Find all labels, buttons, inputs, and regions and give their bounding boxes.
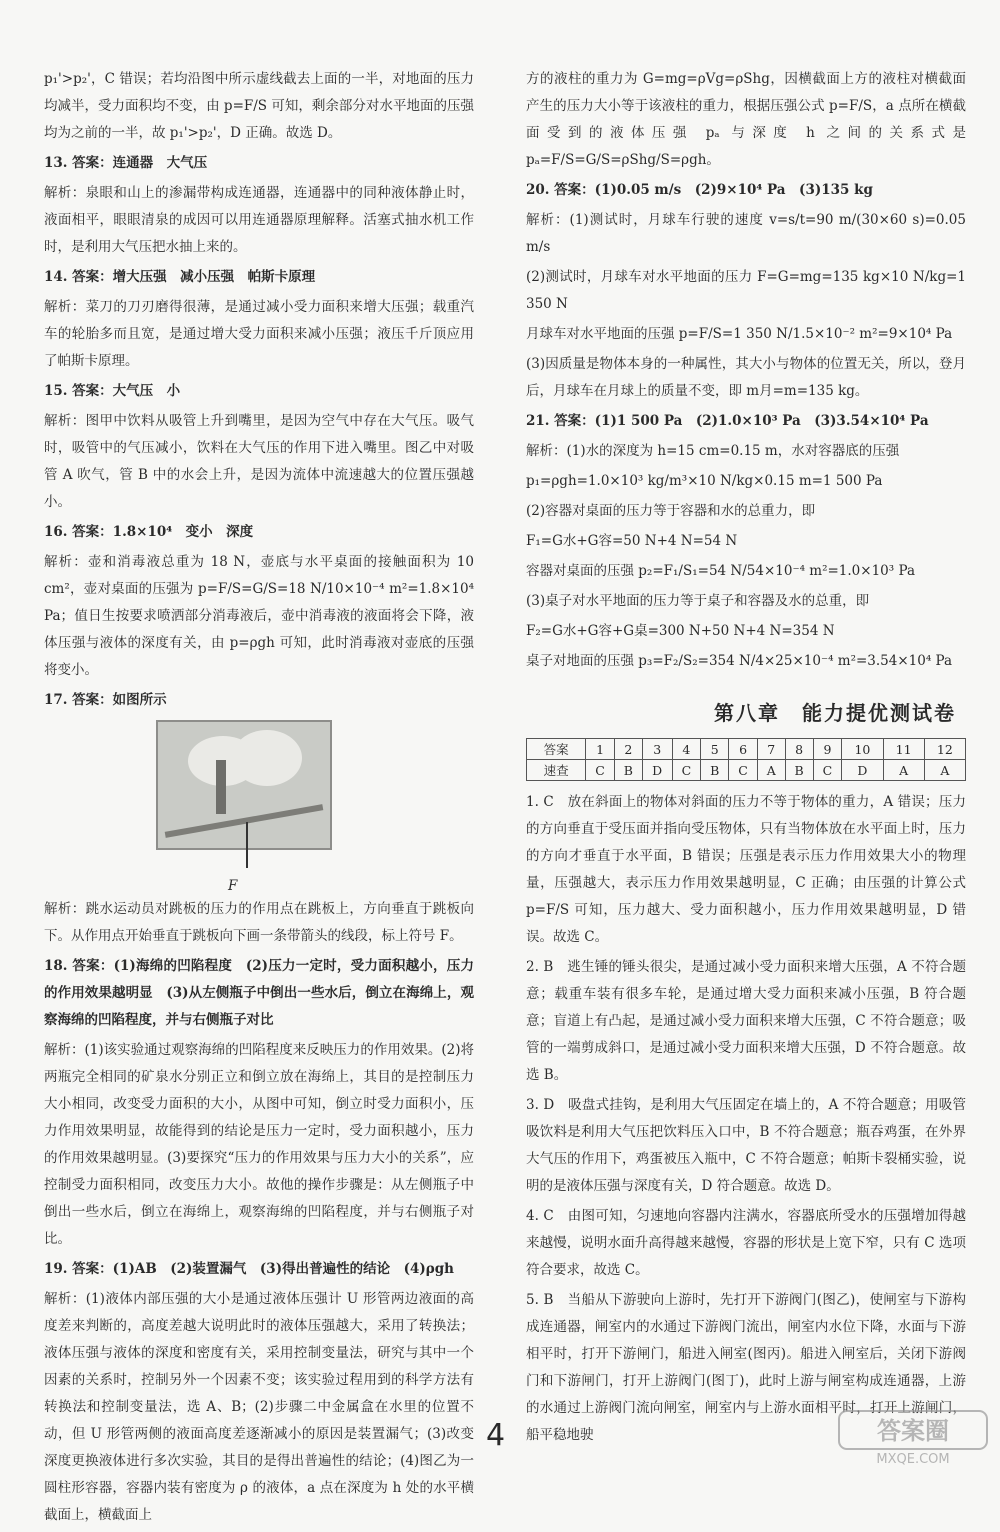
page-number: 4 [486,1418,506,1453]
analysis-21-4: F₁=G水+G容=50 N+4 N=54 N [526,533,738,549]
key-number: 3 [642,739,672,760]
key-number: 7 [757,739,785,760]
key-answer: B [701,760,729,781]
analysis-21-6: (3)桌子对水平地面的压力等于桌子和容器及水的总重，即 [526,593,870,609]
right-column [526,66,966,1452]
force-label: F [228,878,238,894]
analysis-15: 解析：图甲中饮料从吸管上升到嘴里，是因为空气中存在大气压。吸气时，吸管中的气压减小，饮料在大气压的作用下进入嘴里。图乙中对吸管 A 吹气，管 B 中的水会上升，是因为流体中流速越大的位置压强越小。 [44,413,474,510]
key-number: 9 [813,739,842,760]
answer-13: 13. 答案：连通器 大气压 [44,155,208,171]
solution-5: 5. B 当船从下游驶向上游时，先打开下游阀门(图乙)，使闸室与下游构成连通器，闸室内的水通过下游阀门流出，闸室内水位下降，水面与下游相平时，打开下游闸门，船进入闸室(图丙)。船进入闸室后，关闭下游阀门和下游闸门，打开上游阀门(图丁)，此时上游与闸室构成连通器，上游的水通过上游阀门流向闸室，闸室内与上游水面相平时，打开上游闸门，船平稳地驶 [526,1292,966,1443]
watermark-logo [838,1410,988,1466]
answer-key-answers-row [527,760,966,781]
analysis-13: 解析：泉眼和山上的渗漏带构成连通器，连通器中的同种液体静止时，液面相平，眼眼清泉的成因可以用连通器原理解释。活塞式抽水机工作时，是利用大气压把水抽上来的。 [44,185,474,255]
key-number: 11 [883,739,924,760]
key-answer: C [672,760,701,781]
analysis-21-2: p₁=ρgh=1.0×10³ kg/m³×10 N/kg×0.15 m=1 500 Pa [526,473,883,489]
key-answer: D [642,760,672,781]
analysis-18: 解析：(1)该实验通过观察海绵的凹陷程度来反映压力的作用效果。(2)将两瓶完全相同的矿泉水分别正立和倒立放在海绵上，其目的是控制压力大小相同，改变受力面积的大小，从图中可知，倒立时受力面积小，压力作用效果明显，故能得到的结论是压力一定时，受力面积越小，压力的作用效果越明显。(3)要探究“压力的作用效果与压力大小的关系”，应控制受力面积相同，改变压力大小。故他的操作步骤是：从左侧瓶子中倒出一些水后，倒立在海绵上，观察海绵的凹陷程度，并与右侧瓶子对比。 [44,1042,474,1247]
key-number: 8 [785,739,813,760]
key-answer: B [785,760,813,781]
key-answer: C [586,760,615,781]
key-number: 12 [924,739,965,760]
key-answer: A [757,760,785,781]
solution-1: 1. C 放在斜面上的物体对斜面的压力不等于物体的重力，A 错误；压力的方向垂直于受压面并指向受压物体，只有当物体放在水平面上时，压力的方向才垂直于水平面，B 错误；压强是表示压力作用效果大小的物理量，压强越大，表示压力作用效果越明显，C 正确；由压强的计算公式 p=F/S 可知，压力越大、受力面积越小，压力作用效果越明显，D 错误。故选 C。 [526,794,966,945]
key-number: 4 [672,739,701,760]
analysis-17: 解析：跳水运动员对跳板的压力的作用点在跳板上，方向垂直于跳板向下。从作用点开始垂直于跳板向下画一条带箭头的线段，标上符号 F。 [44,901,474,944]
key-answer: C [813,760,842,781]
analysis-14: 解析：菜刀的刀刃磨得很薄，是通过减小受力面积来增大压强；载重汽车的轮胎多而且宽，是通过增大受力面积来减小压强；液压千斤顶应用了帕斯卡原理。 [44,299,474,369]
answer-15: 15. 答案：大气压 小 [44,383,181,399]
analysis-21-1: 解析：(1)水的深度为 h=15 cm=0.15 m，水对容器底的压强 [526,443,900,459]
analysis-20-4: (3)因质量是物体本身的一种属性，其大小与物体的位置无关，所以，登月后，月球车在月球上的质量不变，即 m月=m=135 kg。 [526,356,966,399]
solution-3: 3. D 吸盘式挂钩，是利用大气压固定在墙上的，A 不符合题意；用吸管吸饮料是利用大气压把饮料压入口中，B 不符合题意；瓶吞鸡蛋，在外界大气压的作用下，鸡蛋被压入瓶中，C 不符合题意；帕斯卡裂桶实验，说明的是液体压强与深度有关，D 符合题意。故选 D。 [526,1097,966,1194]
solution-4: 4. C 由图可知，匀速地向容器内注满水，容器底所受水的压强增加得越来越慢，说明水面升高得越来越慢，容器的形状是上宽下窄，只有 C 选项符合要求，故选 C。 [526,1208,966,1278]
analysis-21-7: F₂=G水+G容+G桌=300 N+50 N+4 N=354 N [526,623,835,639]
answer-key-numbers-row [527,739,966,760]
key-answer: A [924,760,965,781]
key-number: 1 [586,739,615,760]
answer-key-label: 速查 [527,760,586,781]
watermark-url: MXQE.COM [876,1452,950,1466]
analysis-21-5: 容器对桌面的压强 p₂=F₁/S₁=54 N/54×10⁻⁴ m²=1.0×10³ Pa [526,563,915,579]
key-number: 6 [729,739,758,760]
answer-key-label: 答案 [527,739,586,760]
key-number: 10 [842,739,883,760]
key-answer: C [729,760,758,781]
key-answer: D [842,760,883,781]
left-column [44,66,474,1532]
answer-20: 20. 答案：(1)0.05 m/s (2)9×10⁴ Pa (3)135 kg [526,182,873,198]
diving-board-figure [156,720,332,850]
key-number: 5 [701,739,729,760]
answer-19: 19. 答案：(1)AB (2)装置漏气 (3)得出普遍性的结论 (4)ρgh [44,1261,454,1277]
answer-18: 18. 答案：(1)海绵的凹陷程度 (2)压力一定时，受力面积越小，压力的作用效果越明显 (3)从左侧瓶子中倒出一些水后，倒立在海绵上，观察海绵的凹陷程度，并与右侧瓶子对比 [44,958,474,1028]
answer-key-table [526,738,966,781]
answer-14: 14. 答案：增大压强 减小压强 帕斯卡原理 [44,269,316,285]
answer-21: 21. 答案：(1)1 500 Pa (2)1.0×10³ Pa (3)3.54×10⁴ Pa [526,413,929,429]
analysis-19: 解析：(1)液体内部压强的大小是通过液体压强计 U 形管两边液面的高度差来判断的，高度差越大说明此时的液体压强越大，采用了转换法；液体压强与液体的深度和密度有关，采用控制变量法，研究与其中一个因素的关系时，控制另外一个因素不变；该实验过程用到的科学方法有转换法和控制变量法，选 A、B；(2)步骤二中金属盒在水里的位置不动，但 U 形管两侧的液面高度差逐渐减小的原因是装置漏气；(3)改变深度更换液体进行多次实验，其目的是得出普遍性的结论；(4)图乙为一圆柱形容器，容器内装有密度为 ρ 的液体，a 点在深度为 h 处的水平横截面上，横截面上 [44,1291,474,1523]
cloud-shape [232,730,302,786]
paragraph: p₁'>p₂'，C 错误；若均沿图中所示虚线截去上面的一半，对地面的压力均减半，受力面积均不变，由 p=F/S 可知，剩余部分对水平地面的压强均为之前的一半，故 p₁'>p₂'，D 正确。故选 D。 [44,71,474,141]
diver-figure [216,760,226,814]
key-number: 2 [614,739,642,760]
key-answer: A [883,760,924,781]
chapter-title: 第八章 能力提优测试卷 [714,701,956,725]
analysis-21-3: (2)容器对桌面的压力等于容器和水的总重力，即 [526,503,816,519]
answer-16: 16. 答案：1.8×10⁴ 变小 深度 [44,524,254,540]
watermark-text: 答案圈 [877,1417,949,1445]
analysis-16: 解析：壶和消毒液总重为 18 N，壶底与水平桌面的接触面积为 10 cm²，壶对桌面的压强为 p=F/S=G/S=18 N/10×10⁻⁴ m²=1.8×10⁴ Pa；值日生按要求喷洒部分消毒液后，壶中消毒液的液面将会下降，液体压强与液体的深度有关，由 p=ρgh 可知，此时消毒液对壶底的压强将变小。 [44,554,474,678]
analysis-21-8: 桌子对地面的压强 p₃=F₂/S₂=354 N/4×25×10⁻⁴ m²=3.54×10⁴ Pa [526,653,953,669]
paragraph: 方的液柱的重力为 G=mg=ρVg=ρShg，因横截面上方的液柱对横截面产生的压力大小等于该液柱的重力，根据压强公式 p=F/S，a 点所在横截面受到的液体压强 pₐ 与深度 h 之间的关系式是 pₐ=F/S=G/S=ρShg/S=ρgh。 [526,71,966,168]
analysis-20-2: (2)测试时，月球车对水平地面的压力 F=G=mg=135 kg×10 N/kg=1 350 N [526,269,966,312]
analysis-20-3: 月球车对水平地面的压强 p=F/S=1 350 N/1.5×10⁻² m²=9×10⁴ Pa [526,326,953,342]
key-answer: B [614,760,642,781]
answer-17: 17. 答案：如图所示 [44,692,167,708]
diving-board [165,804,324,838]
force-arrow [246,822,248,868]
solution-2: 2. B 逃生锤的锤头很尖，是通过减小受力面积来增大压强，A 不符合题意；载重车装有很多车轮，是通过增大受力面积来减小压强，B 符合题意；盲道上有凸起，是通过减小受力面积来增大压强，C 不符合题意；吸管的一端剪成斜口，是通过减小受力面积来增大压强，D 不符合题意。故选 B。 [526,959,966,1083]
analysis-20-1: 解析：(1)测试时，月球车行驶的速度 v=s/t=90 m/(30×60 s)=0.05 m/s [526,212,966,255]
